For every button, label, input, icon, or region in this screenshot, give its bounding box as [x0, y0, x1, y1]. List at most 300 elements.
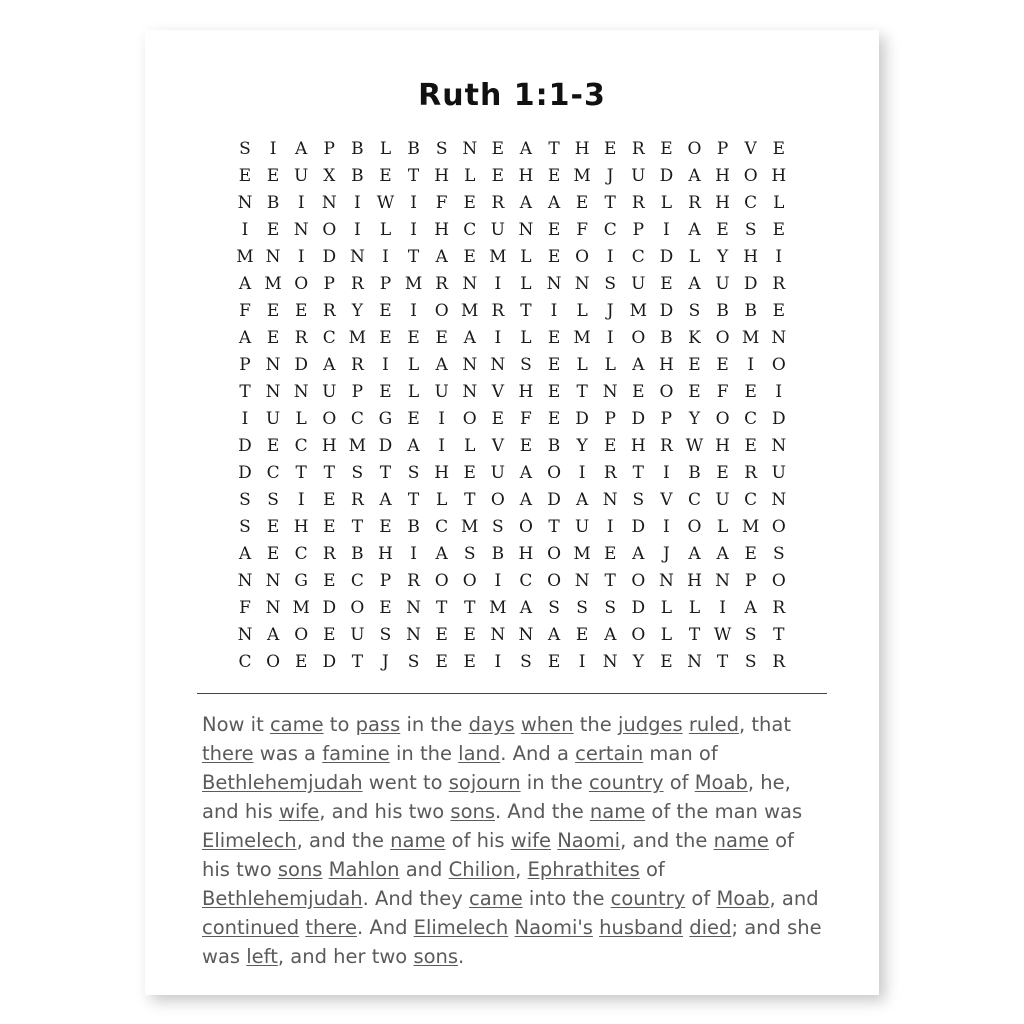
grid-letter: S	[520, 651, 532, 672]
grid-letter: I	[382, 246, 389, 267]
grid-letter: E	[575, 624, 589, 645]
grid-letter: E	[266, 543, 280, 564]
grid-letter: T	[576, 381, 588, 402]
grid-letter: I	[494, 651, 502, 672]
grid-letter: E	[266, 327, 280, 348]
passage-text: of	[663, 771, 695, 794]
grid-letter: A	[519, 462, 533, 483]
grid-letter: S	[632, 489, 645, 510]
grid-letter: I	[354, 219, 361, 240]
grid-letter: A	[519, 489, 533, 510]
passage-text: .	[458, 945, 465, 968]
grid-letter: B	[716, 300, 729, 321]
grid-letter: R	[744, 462, 758, 483]
grid-letter: L	[576, 354, 588, 375]
grid-letter: I	[550, 300, 558, 321]
grid-letter: S	[407, 462, 420, 483]
grid-letter: V	[660, 489, 673, 510]
passage-found-word: Ephrathites	[527, 858, 640, 881]
grid-letter: R	[322, 300, 336, 321]
grid-letter: R	[294, 327, 308, 348]
passage-text: to	[323, 713, 356, 736]
grid-letter: C	[519, 570, 533, 591]
grid-letter: N	[687, 651, 702, 672]
passage-text: into the	[522, 887, 611, 910]
grid-letter: D	[631, 408, 646, 429]
grid-row	[232, 378, 792, 405]
grid-letter: U	[574, 516, 590, 537]
grid-letter: L	[379, 138, 392, 159]
grid-letter: E	[744, 543, 757, 564]
grid-letter: O	[687, 138, 702, 159]
grid-letter: B	[351, 165, 364, 186]
grid-letter: W	[713, 624, 732, 645]
grid-letter: U	[350, 624, 365, 645]
grid-letter: E	[660, 273, 673, 294]
grid-letter: N	[574, 273, 590, 294]
grid-letter: S	[407, 651, 420, 672]
grid-letter: P	[660, 408, 673, 429]
grid-letter: A	[688, 273, 701, 294]
grid-letter: E	[463, 624, 476, 645]
grid-letter: E	[660, 138, 673, 159]
passage-found-word: continued	[202, 916, 300, 939]
passage-found-word: sons	[277, 858, 323, 881]
grid-letter: E	[379, 165, 392, 186]
grid-letter: B	[491, 543, 505, 564]
grid-letter: S	[744, 624, 757, 645]
grid-letter: N	[265, 597, 281, 618]
grid-letter: C	[294, 435, 308, 456]
grid-row	[232, 162, 792, 189]
grid-row	[232, 621, 792, 648]
passage-found-word: certain	[575, 742, 644, 765]
grid-letter: A	[435, 543, 448, 564]
grid-letter: T	[604, 570, 616, 591]
grid-letter: J	[662, 543, 670, 564]
grid-letter: O	[631, 570, 646, 591]
grid-letter: T	[464, 489, 476, 510]
grid-letter: D	[659, 165, 674, 186]
grid-letter: U	[322, 381, 337, 402]
grid-letter: O	[462, 570, 477, 591]
grid-letter: O	[294, 273, 309, 294]
grid-letter: T	[548, 138, 560, 159]
grid-letter: L	[464, 165, 476, 186]
grid-letter: A	[238, 273, 252, 294]
grid-letter: T	[379, 462, 392, 483]
passage-text: and	[399, 858, 449, 881]
grid-letter: D	[547, 489, 561, 510]
grid-letter: I	[663, 462, 670, 483]
passage-text: , and the	[296, 829, 391, 852]
grid-letter: E	[547, 651, 561, 672]
grid-letter: C	[744, 489, 758, 510]
grid-letter: M	[629, 300, 648, 321]
grid-letter: S	[548, 597, 560, 618]
grid-letter: E	[547, 381, 561, 402]
worksheet-page	[145, 30, 879, 995]
grid-letter: S	[239, 138, 251, 159]
grid-letter: U	[490, 219, 505, 240]
grid-letter: D	[238, 462, 252, 483]
grid-letter: I	[578, 651, 586, 672]
grid-letter: R	[772, 273, 786, 294]
grid-letter: N	[715, 570, 731, 591]
grid-letter: T	[520, 300, 532, 321]
grid-letter: N	[771, 489, 787, 510]
passage-found-word: there	[202, 742, 254, 765]
grid-letter: A	[744, 597, 757, 618]
grid-letter: O	[547, 462, 561, 483]
passage-text: the	[573, 713, 618, 736]
grid-letter: Y	[351, 300, 363, 321]
grid-letter: C	[350, 570, 364, 591]
grid-letter: A	[295, 138, 308, 159]
grid-letter: J	[382, 651, 389, 672]
grid-letter: N	[462, 354, 478, 375]
grid-letter: B	[744, 300, 757, 321]
grid-letter: I	[663, 219, 670, 240]
grid-letter: E	[463, 462, 476, 483]
grid-letter: E	[266, 516, 280, 537]
grid-letter: T	[239, 381, 251, 402]
grid-letter: N	[658, 570, 674, 591]
grid-letter: E	[772, 219, 785, 240]
passage-text: ,	[515, 858, 528, 881]
grid-letter: D	[631, 597, 646, 618]
passage-found-word: name	[390, 829, 446, 852]
passage-text: Now it	[202, 713, 270, 736]
passage-found-word: days	[468, 713, 515, 736]
grid-letter: N	[237, 570, 253, 591]
grid-letter: R	[491, 192, 505, 213]
grid-letter: S	[239, 489, 251, 510]
grid-letter: T	[351, 516, 364, 537]
grid-letter: W	[376, 192, 395, 213]
grid-row	[232, 324, 792, 351]
grid-letter: A	[238, 543, 252, 564]
grid-letter: L	[660, 192, 673, 213]
grid-letter: C	[435, 516, 449, 537]
grid-letter: E	[547, 327, 561, 348]
grid-row	[232, 189, 792, 216]
grid-letter: N	[771, 435, 787, 456]
grid-letter: R	[660, 435, 673, 456]
grid-row	[232, 243, 792, 270]
grid-letter: I	[241, 408, 249, 429]
grid-letter: O	[715, 327, 730, 348]
grid-letter: M	[573, 543, 591, 564]
grid-letter: T	[407, 246, 420, 267]
grid-letter: N	[406, 624, 421, 645]
grid-letter: L	[716, 516, 729, 537]
grid-letter: X	[323, 165, 336, 186]
passage-text: in the	[520, 771, 589, 794]
grid-letter: A	[238, 327, 252, 348]
grid-letter: D	[378, 435, 393, 456]
grid-letter: E	[323, 570, 336, 591]
grid-letter: T	[548, 516, 560, 537]
passage-text: of the man was	[645, 800, 803, 823]
grid-letter: S	[435, 138, 448, 159]
grid-letter: E	[716, 219, 729, 240]
grid-letter: E	[716, 354, 729, 375]
grid-letter: U	[715, 273, 730, 294]
grid-letter: I	[410, 300, 417, 321]
grid-letter: S	[520, 354, 532, 375]
passage-text: , and	[769, 887, 819, 910]
grid-letter: I	[494, 327, 502, 348]
grid-letter: E	[407, 327, 420, 348]
grid-letter: E	[547, 165, 561, 186]
grid-letter: L	[688, 246, 701, 267]
passage-found-word: country	[610, 887, 686, 910]
grid-letter: O	[434, 300, 449, 321]
grid-letter: O	[771, 354, 786, 375]
grid-letter: A	[323, 354, 336, 375]
grid-letter: D	[659, 246, 674, 267]
grid-letter: M	[489, 246, 507, 267]
passage-found-word: sons	[413, 945, 459, 968]
grid-letter: J	[606, 300, 614, 321]
grid-letter: C	[631, 246, 645, 267]
grid-letter: O	[462, 408, 477, 429]
grid-letter: E	[772, 138, 785, 159]
grid-letter: N	[237, 192, 253, 213]
grid-letter: S	[351, 462, 364, 483]
grid-letter: P	[351, 381, 364, 402]
grid-letter: A	[547, 624, 561, 645]
grid-letter: S	[744, 219, 757, 240]
passage-found-word: Elimelech	[413, 916, 509, 939]
grid-letter: O	[322, 408, 337, 429]
grid-letter: O	[631, 624, 646, 645]
grid-row	[232, 297, 792, 324]
grid-letter: L	[660, 597, 673, 618]
grid-letter: H	[715, 435, 730, 456]
passage-found-word: husband	[599, 916, 684, 939]
grid-letter: E	[632, 381, 645, 402]
grid-letter: A	[575, 489, 589, 510]
grid-letter: I	[438, 408, 446, 429]
grid-letter: B	[407, 138, 420, 159]
grid-row	[232, 459, 792, 486]
grid-letter: V	[491, 381, 504, 402]
grid-letter: D	[322, 246, 337, 267]
grid-letter: Y	[576, 435, 588, 456]
grid-letter: K	[688, 327, 701, 348]
grid-letter: N	[293, 219, 309, 240]
passage-found-word: pass	[355, 713, 401, 736]
grid-letter: N	[771, 327, 787, 348]
grid-letter: N	[349, 246, 365, 267]
grid-letter: E	[491, 138, 505, 159]
passage-found-word: ruled	[688, 713, 740, 736]
grid-letter: A	[519, 192, 533, 213]
grid-letter: H	[630, 435, 646, 456]
grid-letter: T	[464, 597, 476, 618]
grid-letter: H	[518, 165, 534, 186]
passage-text: of his two	[202, 829, 794, 881]
passage-found-word: sojourn	[448, 771, 521, 794]
grid-letter: O	[659, 381, 674, 402]
grid-letter: H	[687, 570, 702, 591]
grid-letter: N	[265, 246, 281, 267]
grid-letter: T	[323, 462, 335, 483]
grid-row	[232, 594, 792, 621]
grid-letter: S	[239, 516, 251, 537]
grid-letter: M	[236, 246, 254, 267]
grid-letter: I	[578, 462, 586, 483]
passage-text: , that	[739, 713, 792, 736]
grid-letter: A	[463, 327, 476, 348]
grid-letter: R	[491, 300, 505, 321]
grid-letter: O	[350, 597, 365, 618]
grid-letter: A	[379, 489, 392, 510]
grid-letter: E	[379, 516, 392, 537]
grid-letter: D	[238, 435, 252, 456]
grid-letter: P	[379, 570, 392, 591]
passage-text: . And a	[500, 742, 576, 765]
grid-letter: O	[518, 516, 533, 537]
grid-letter: H	[518, 381, 534, 402]
grid-letter: T	[435, 597, 448, 618]
grid-letter: O	[434, 570, 449, 591]
grid-letter: V	[744, 138, 757, 159]
grid-letter: O	[631, 327, 646, 348]
grid-letter: D	[575, 408, 589, 429]
grid-letter: S	[744, 651, 757, 672]
passage-found-word: country	[588, 771, 664, 794]
grid-letter: I	[775, 246, 783, 267]
grid-letter: A	[435, 246, 448, 267]
grid-letter: I	[410, 219, 417, 240]
grid-letter: N	[574, 570, 590, 591]
grid-letter: E	[435, 651, 448, 672]
grid-letter: M	[404, 273, 423, 294]
grid-letter: L	[773, 192, 785, 213]
grid-letter: E	[547, 246, 561, 267]
grid-row	[232, 513, 792, 540]
grid-letter: J	[606, 165, 614, 186]
grid-letter: I	[438, 435, 446, 456]
grid-letter: E	[463, 246, 476, 267]
grid-letter: C	[294, 543, 308, 564]
grid-letter: O	[687, 516, 702, 537]
grid-letter: I	[606, 246, 614, 267]
grid-letter: N	[237, 624, 253, 645]
grid-letter: C	[238, 651, 252, 672]
grid-letter: E	[407, 408, 420, 429]
grid-letter: I	[297, 246, 305, 267]
scripture-passage	[202, 710, 822, 971]
grid-letter: S	[604, 597, 617, 618]
grid-letter: P	[239, 354, 251, 375]
grid-letter: I	[663, 516, 670, 537]
grid-letter: F	[239, 300, 251, 321]
grid-letter: M	[348, 435, 367, 456]
passage-found-word: sons	[450, 800, 496, 823]
grid-letter: A	[716, 543, 729, 564]
grid-letter: N	[293, 381, 309, 402]
grid-letter: D	[659, 300, 674, 321]
grid-letter: D	[771, 408, 786, 429]
passage-text: . And the	[495, 800, 590, 823]
grid-letter: N	[602, 489, 618, 510]
passage-found-word: came	[269, 713, 324, 736]
passage-text: went to	[362, 771, 449, 794]
grid-letter: G	[378, 408, 393, 429]
grid-letter: S	[267, 489, 279, 510]
grid-letter: P	[323, 138, 335, 159]
grid-letter: H	[518, 543, 534, 564]
grid-letter: R	[772, 651, 786, 672]
grid-letter: P	[379, 273, 392, 294]
grid-letter: R	[603, 462, 617, 483]
grid-letter: N	[602, 381, 618, 402]
grid-letter: O	[715, 408, 730, 429]
passage-text: ; and she was	[202, 916, 822, 968]
grid-letter: T	[716, 651, 729, 672]
grid-row	[232, 270, 792, 297]
grid-letter: N	[518, 219, 534, 240]
grid-letter: H	[434, 462, 450, 483]
grid-letter: F	[435, 192, 448, 213]
passage-text: , and his two	[319, 800, 451, 823]
passage-found-word: Naomi's	[514, 916, 593, 939]
grid-letter: Y	[716, 246, 729, 267]
grid-letter: I	[747, 354, 755, 375]
grid-letter: R	[631, 192, 645, 213]
grid-letter: E	[604, 543, 617, 564]
grid-letter: S	[379, 624, 392, 645]
grid-letter: M	[461, 516, 479, 537]
passage-text: of	[639, 858, 665, 881]
grid-letter: C	[350, 408, 364, 429]
grid-letter: O	[490, 489, 505, 510]
grid-letter: A	[688, 165, 701, 186]
grid-letter: E	[463, 651, 476, 672]
grid-letter: M	[348, 327, 367, 348]
grid-letter: O	[266, 651, 281, 672]
grid-letter: B	[688, 462, 701, 483]
grid-letter: E	[491, 408, 505, 429]
grid-letter: A	[266, 624, 280, 645]
grid-letter: T	[295, 462, 307, 483]
passage-text: man of	[643, 742, 718, 765]
grid-letter: L	[295, 408, 307, 429]
grid-letter: N	[490, 624, 506, 645]
grid-letter: A	[407, 435, 420, 456]
grid-letter: E	[744, 435, 757, 456]
grid-letter: I	[410, 543, 417, 564]
grid-row	[232, 216, 792, 243]
grid-letter: E	[323, 516, 336, 537]
grid-letter: T	[632, 462, 644, 483]
grid-letter: L	[660, 624, 673, 645]
passage-found-word: judges	[617, 713, 683, 736]
grid-letter: H	[434, 165, 450, 186]
grid-letter: T	[407, 489, 420, 510]
passage-found-word: Naomi	[557, 829, 621, 852]
grid-letter: N	[462, 381, 478, 402]
grid-letter: E	[435, 624, 448, 645]
grid-letter: P	[632, 219, 645, 240]
grid-letter: L	[464, 435, 476, 456]
grid-letter: A	[547, 192, 561, 213]
passage-found-word: came	[469, 887, 523, 910]
